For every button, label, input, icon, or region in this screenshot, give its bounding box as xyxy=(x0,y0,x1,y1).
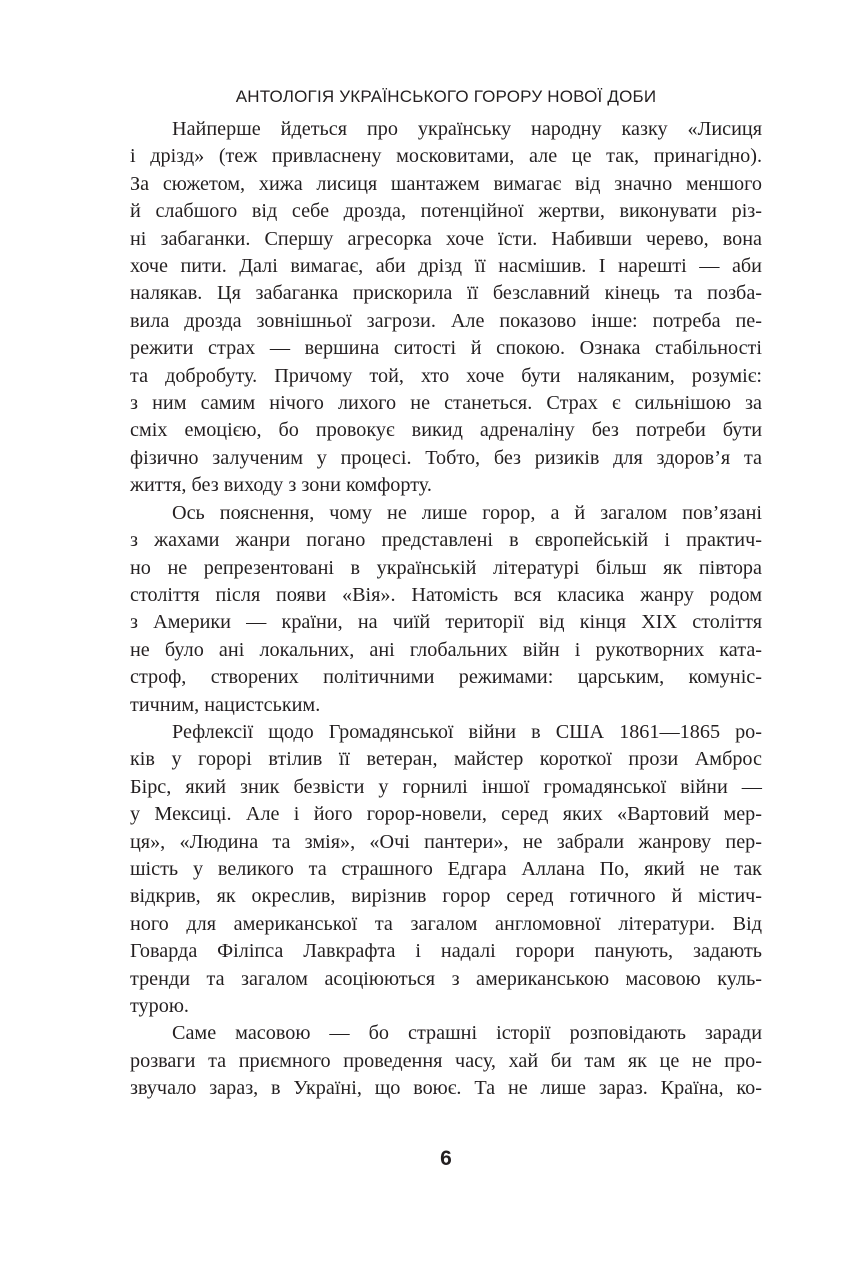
text-line: вила дрозда зовнішньої загрози. Але показово інше: потреба пе- xyxy=(130,309,762,332)
paragraph-1 xyxy=(130,116,762,500)
text-line: турою. xyxy=(130,995,189,1017)
text-line: розваги та приємного проведення часу, хай би там як це не про- xyxy=(130,1049,762,1072)
text-line: й слабшого від себе дрозда, потенційної жертви, виконувати різ- xyxy=(130,200,762,223)
paragraph-4 xyxy=(130,1020,762,1102)
page-number: 6 xyxy=(440,1147,452,1170)
text-line: відкрив, як окреслив, вирізнив горор серед готичного й містич- xyxy=(130,885,762,908)
paragraph-2 xyxy=(130,500,762,719)
text-line: століття після появи «Вія». Натомість вся класика жанру родом xyxy=(130,583,762,606)
text-line: ного для американської та загалом англомовної літератури. Від xyxy=(130,912,762,935)
text-line: строф, створених політичними режимами: царським, комуніс- xyxy=(130,666,762,689)
running-head: АНТОЛОГІЯ УКРАЇНСЬКОГО ГОРОРУ НОВОЇ ДОБИ xyxy=(235,87,657,106)
text-line: хоче пити. Далі вимагає, аби дрізд її насмішив. І нарешті — аби xyxy=(130,255,762,278)
text-line: режити страх — вершина ситості й спокою. Ознака стабільності xyxy=(130,337,762,360)
text-line: Найперше йдеться про українську народну казку «Лисиця xyxy=(172,118,762,140)
text-line: життя, без виходу з зони комфорту. xyxy=(130,474,432,497)
text-line: Рефлексії щодо Громадянської війни в США 1861—1865 ро- xyxy=(172,720,762,743)
text-line: та добробуту. Причому той, хто хоче бути наляканим, розуміє: xyxy=(130,364,762,387)
text-line: у Мексиці. Але і його горор-новели, серед яких «Вартовий мер- xyxy=(130,803,762,826)
text-line: і дрізд» (теж привласнену московитами, але це так, принагідно). xyxy=(130,145,762,168)
text-line: За сюжетом, хижа лисиця шантажем вимагає від значно меншого xyxy=(130,172,762,195)
text-line: з Америки — країни, на чиїй території від кінця XIX століття xyxy=(130,611,762,634)
text-line: шість у великого та страшного Едгара Аллана По, який не так xyxy=(130,857,762,880)
text-line: ні забаганки. Спершу агресорка хоче їсти. Набивши черево, вона xyxy=(130,227,762,250)
text-line: Говарда Філіпса Лавкрафта і надалі горори панують, задають xyxy=(130,940,762,963)
text-line: налякав. Ця забаганка прискорила її безславний кінець та позба- xyxy=(130,282,762,305)
text-line: не було ані локальних, ані глобальних війн і рукотворних ката- xyxy=(130,638,762,661)
text-line: Ось пояснення, чому не лише горор, а й загалом пов’язані xyxy=(172,501,762,524)
text-line: з ним самим нічого лихого не станеться. Страх є сильнішою за xyxy=(130,392,762,415)
text-line: Саме масовою — бо страшні історії розповідають заради xyxy=(172,1022,762,1045)
body-text xyxy=(130,116,762,1103)
text-line: Бірс, який зник безвісти у горнилі іншої громадянської війни — xyxy=(130,775,762,798)
text-line: тичним, нацистським. xyxy=(130,693,321,716)
text-line: сміх емоцією, бо провокує викид адреналіну без потреби бути xyxy=(130,419,762,442)
text-line: ків у горорі втілив її ветеран, майстер короткої прози Амброс xyxy=(130,748,762,771)
text-line: звучало зараз, в Україні, що воює. Та не лише зараз. Країна, ко- xyxy=(130,1077,762,1100)
paragraph-3 xyxy=(130,719,762,1020)
text-line: тренди та загалом асоціюються з американською масовою куль- xyxy=(130,967,762,990)
text-line: ця», «Людина та змія», «Очі пантери», не забрали жанрову пер- xyxy=(130,830,762,853)
text-line: фізично залученим у процесі. Тобто, без ризиків для здоров’я та xyxy=(130,446,762,469)
text-line: но не репрезентовані в українській літературі більш як півтора xyxy=(130,556,762,579)
text-line: з жахами жанри погано представлені в європейській і практич- xyxy=(130,529,762,552)
